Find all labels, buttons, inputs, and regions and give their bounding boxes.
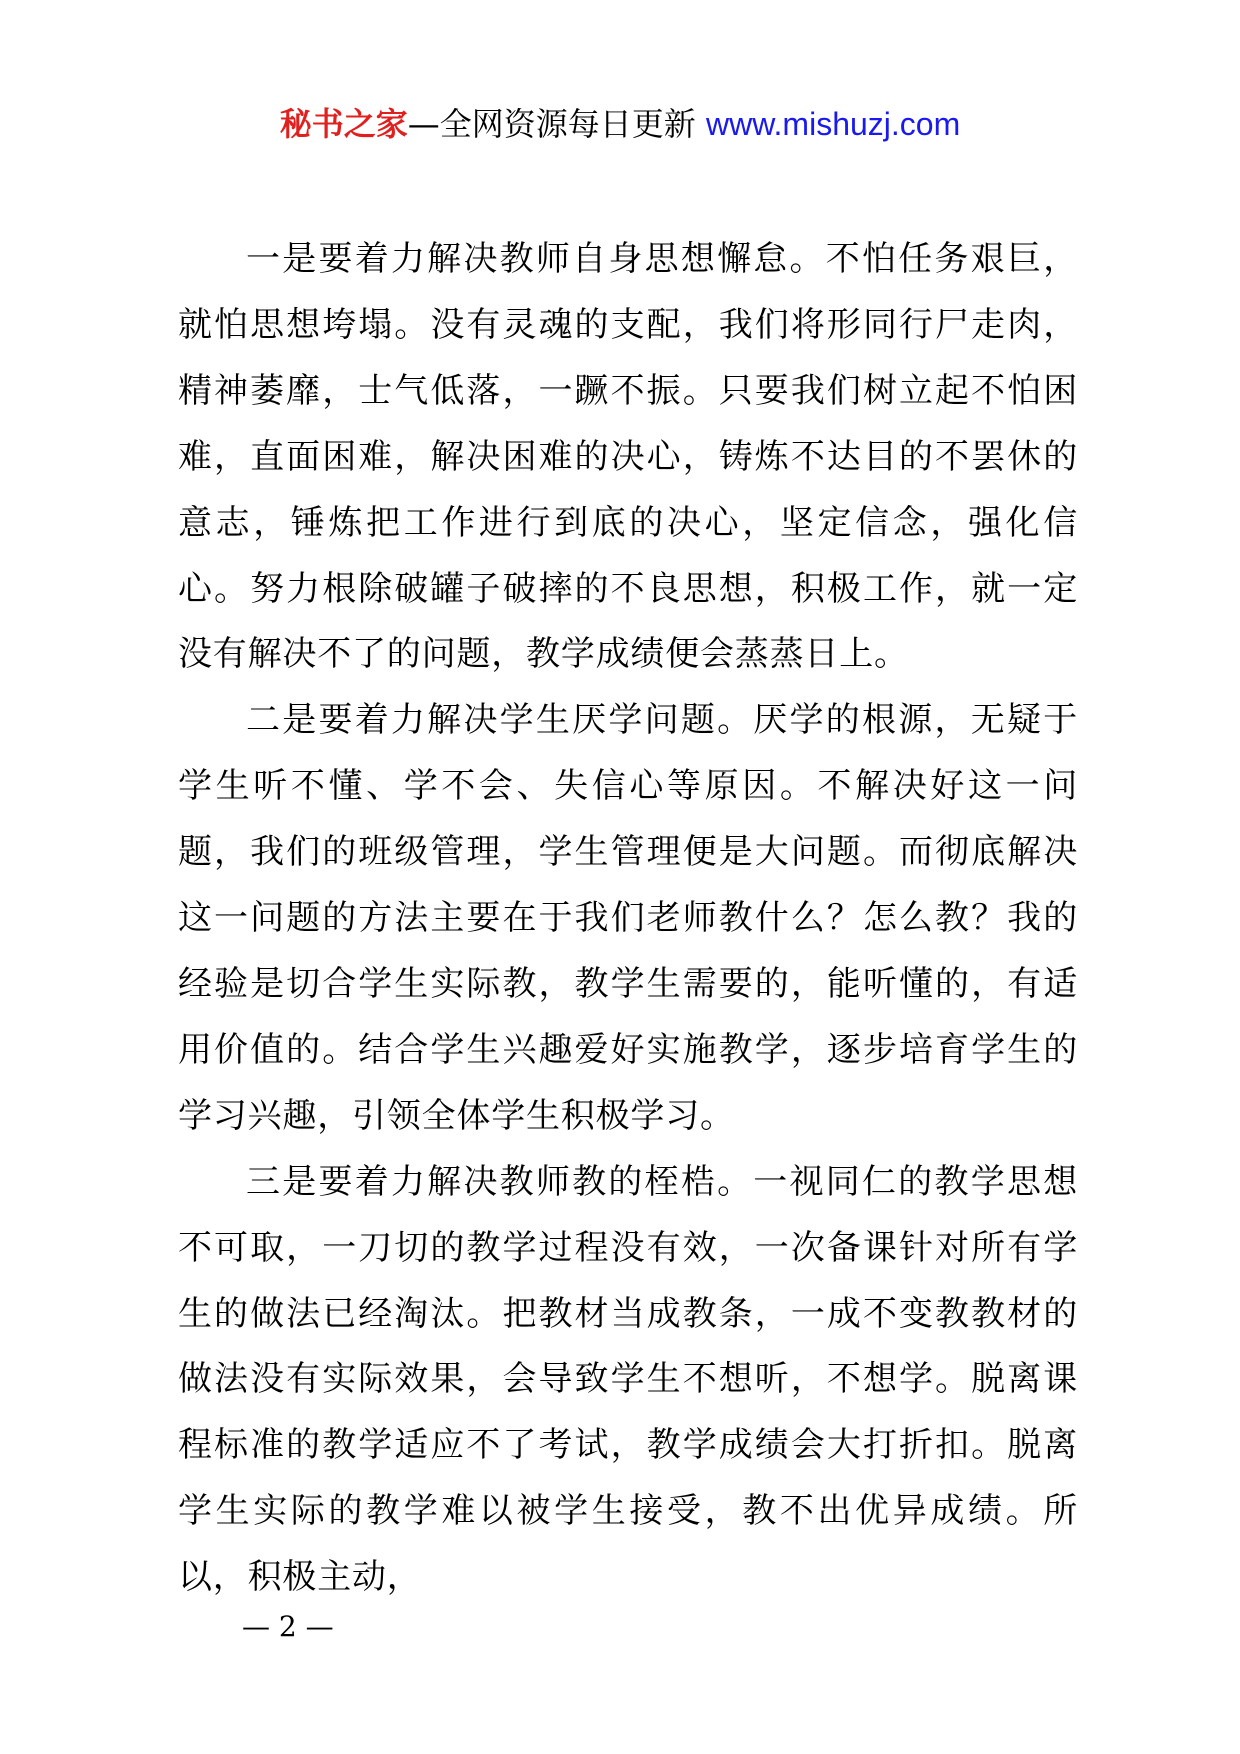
document-body (178, 227, 1078, 1611)
page-number: — 2 — (242, 1610, 334, 1643)
site-tagline: —全网资源每日更新 (407, 105, 696, 143)
site-url-link[interactable]: www.mishuzj.com (705, 106, 961, 142)
page-header (0, 104, 1240, 144)
paragraph-2: 二是要着力解决学生厌学问题。厌学的根源，无疑于学生听不懂、学不会、失信心等原因。不解决好这一问题，我们的班级管理，学生管理便是大问题。而彻底解决这一问题的方法主要在于我们老师教什么？怎么教？我的经验是切合学生实际教，教学生需要的，能听懂的，有适用价值的。结合学生兴趣爱好实施教学，逐步培育学生的学习兴趣，引领全体学生积极学习。 (178, 700, 1078, 1136)
paragraph-3: 三是要着力解决教师教的桎梏。一视同仁的教学思想不可取，一刀切的教学过程没有效，一次备课针对所有学生的做法已经淘汰。把教材当成教条，一成不变教教材的做法没有实际效果，会导致学生不想听，不想学。脱离课程标准的教学适应不了考试，教学成绩会大打折扣。脱离学生实际的教学难以被学生接受，教不出优异成绩。所以，积极主动， (178, 1161, 1078, 1598)
paragraph-1: 一是要着力解决教师自身思想懈怠。不怕任务艰巨，就怕思想垮塌。没有灵魂的支配，我们将形同行尸走肉，精神萎靡，士气低落，一蹶不振。只要我们树立起不怕困难，直面困难，解决困难的决心，铸炼不达目的不罢休的意志，锤炼把工作进行到底的决心，坚定信念，强化信心。努力根除破罐子破摔的不良思想，积极工作，就一定没有解决不了的问题，教学成绩便会蒸蒸日上。 (178, 239, 1078, 675)
site-brand: 秘书之家 (279, 105, 408, 143)
